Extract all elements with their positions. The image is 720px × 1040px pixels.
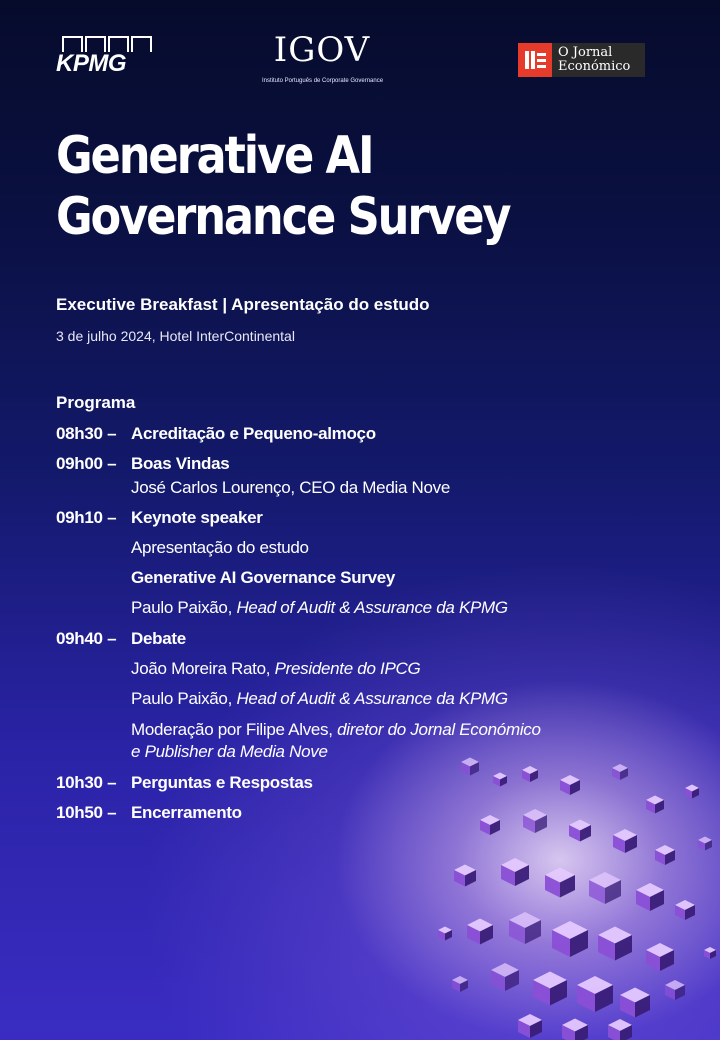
cube-shape (636, 883, 664, 911)
program-time: 08h30 – (56, 424, 117, 443)
cube-shape (612, 764, 628, 780)
cube-shape (467, 919, 493, 945)
je-line-1: O Jornal (558, 45, 613, 60)
program-time: 09h40 – (56, 629, 117, 648)
program-detail (131, 742, 328, 762)
cube-shape (675, 900, 695, 920)
program-detail (131, 689, 508, 709)
speaker-role: Presidente do IPCG (274, 659, 421, 678)
cube-shape (685, 785, 699, 799)
cube-shape (533, 972, 567, 1006)
igov-subtitle: Instituto Português de Corporate Governance (262, 78, 384, 84)
cube-shape (577, 976, 613, 1012)
cube-shape (552, 921, 588, 957)
cube-shape (491, 963, 519, 991)
program-detail: Apresentação do estudo (131, 538, 309, 557)
cube-shape (562, 1019, 588, 1040)
speaker-role: Head of Audit & Assurance da KPMG (236, 689, 508, 708)
program-time: 09h00 – (56, 454, 117, 473)
event-date-location: 3 de julho 2024, Hotel InterContinental (56, 328, 295, 344)
program-time: 09h10 – (56, 508, 117, 527)
program-detail-study-title: Generative AI Governance Survey (131, 568, 396, 587)
program-title: Perguntas e Respostas (131, 773, 313, 792)
je-line-2: Económico (558, 59, 631, 74)
jornal-economico-logo (518, 43, 645, 77)
program-title: Encerramento (131, 803, 242, 822)
cube-shape (454, 865, 476, 887)
program-time: 10h50 – (56, 803, 117, 822)
cube-shape (613, 829, 637, 853)
cube-shape (646, 943, 674, 971)
speaker-role: diretor do Jornal Económico (337, 720, 541, 739)
program-detail (131, 720, 541, 740)
cube-shape (501, 858, 529, 886)
cube-shape (438, 927, 452, 941)
je-emblem-icon (518, 43, 552, 77)
speaker-name: Paulo Paixão, (131, 689, 237, 708)
program-heading: Programa (56, 393, 136, 412)
cube-shape (509, 912, 541, 944)
cube-shape (698, 837, 712, 851)
program-title: Debate (131, 629, 186, 648)
title-line-2: Governance Survey (56, 187, 510, 247)
speaker-role: Head of Audit & Assurance da KPMG (236, 598, 508, 617)
kpmg-logo (56, 36, 156, 78)
program-title: Keynote speaker (131, 508, 263, 527)
cube-shape (461, 758, 479, 776)
kpmg-wordmark: KPMG (56, 50, 126, 77)
cube-shape (523, 809, 547, 833)
program-detail (131, 598, 508, 618)
cube-shape (560, 775, 580, 795)
cube-shape (569, 820, 591, 842)
program-title: Acreditação e Pequeno-almoço (131, 424, 376, 443)
program-time: 10h30 – (56, 773, 117, 792)
cube-shape (704, 947, 716, 959)
speaker-name: Paulo Paixão, (131, 598, 237, 617)
speaker-name: Moderação por Filipe Alves, (131, 720, 338, 739)
cube-shape (589, 872, 621, 904)
speaker-name: João Moreira Rato, (131, 659, 275, 678)
cubes-illustration (420, 740, 720, 1040)
program-detail (131, 659, 420, 679)
cube-shape (518, 1014, 542, 1038)
igov-logo (262, 30, 382, 100)
cube-shape (598, 927, 632, 961)
cube-shape (655, 845, 675, 865)
igov-mark: IGOV (273, 30, 371, 70)
cube-shape (452, 976, 468, 992)
cube-shape (620, 988, 650, 1018)
event-subtitle: Executive Breakfast | Apresentação do estudo (56, 295, 430, 314)
program-detail: José Carlos Lourenço, CEO da Media Nove (131, 478, 451, 497)
program-title: Boas Vindas (131, 454, 230, 473)
speaker-role: e Publisher da Media Nove (131, 742, 328, 761)
page-title (56, 126, 509, 248)
cube-shape (608, 1019, 632, 1040)
cube-shape (493, 773, 507, 787)
cube-shape (665, 980, 685, 1000)
cube-shape (545, 868, 575, 898)
cube-shape (522, 766, 538, 782)
cube-shape (480, 815, 500, 835)
je-wordmark (552, 46, 630, 74)
cube-shape (646, 796, 664, 814)
title-line-1: Generative AI (56, 126, 373, 186)
